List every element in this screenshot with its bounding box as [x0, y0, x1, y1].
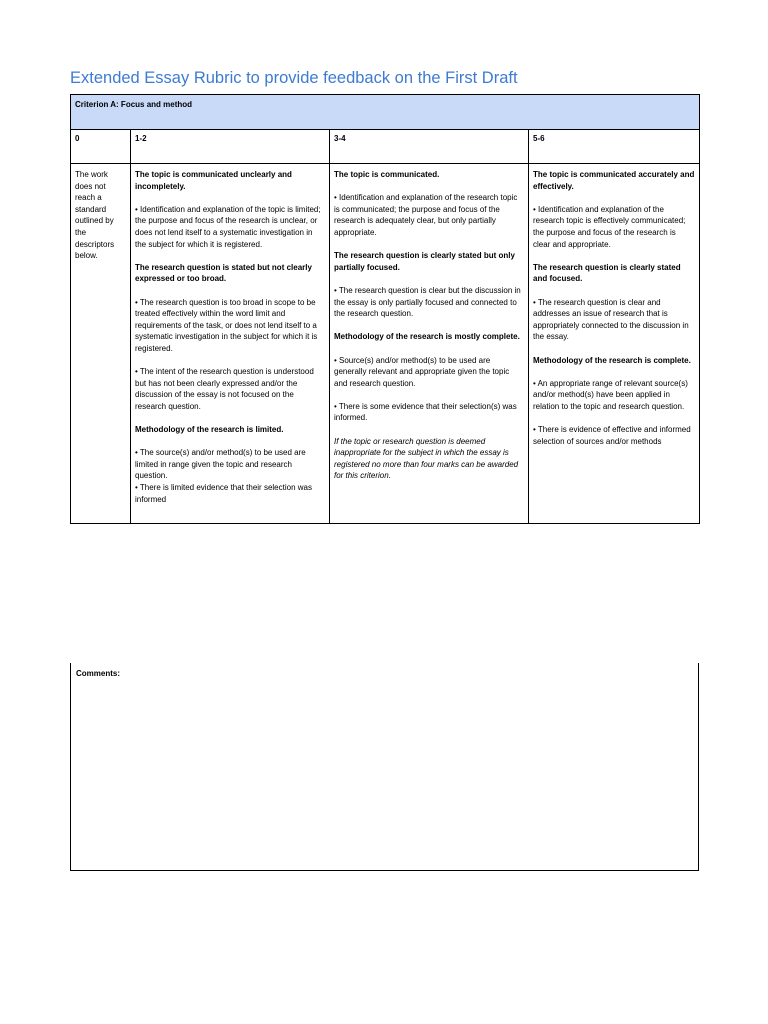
- comments-label: Comments:: [76, 669, 121, 678]
- band-heading-0: 0: [71, 130, 131, 164]
- band-5-6-method-heading: Methodology of the research is complete.: [533, 355, 691, 365]
- band-header-row: [71, 130, 700, 164]
- band-1-2-topic-heading: The topic is communicated unclearly and incompletely.: [135, 170, 292, 191]
- band-5-6-cell: [529, 164, 700, 524]
- band-0-text: The work does not reach a standard outlined by the descriptors below.: [75, 170, 115, 261]
- band-3-4-question-text: • The research question is clear but the discussion in the essay is only partially focused and connected to the research question.: [334, 285, 521, 319]
- document-title: Extended Essay Rubric to provide feedback on the First Draft: [70, 69, 518, 87]
- band-3-4-method-heading: Methodology of the research is mostly complete.: [334, 332, 520, 342]
- band-1-2-method-text-2: • There is limited evidence that their selection was informed: [135, 483, 312, 504]
- band-5-6-method-text-2: • There is evidence of effective and informed selection of sources and/or methods: [533, 425, 691, 446]
- rubric-table: [70, 94, 700, 524]
- band-heading-3-4: 3-4: [330, 130, 529, 164]
- comments-box[interactable]: [70, 663, 699, 871]
- band-1-2-method-text-1: • The source(s) and/or method(s) to be used are limited in range given the topic and research question.: [135, 448, 306, 481]
- descriptor-row: [71, 164, 700, 524]
- band-1-2-question-text-2: • The intent of the research question is understood but has not been clearly expressed and/or the discussion of the essay is not focused on the research question.: [135, 367, 314, 411]
- band-1-2-method-heading: Methodology of the research is limited.: [135, 425, 284, 435]
- band-3-4-question-heading: The research question is clearly stated but only partially focused.: [334, 251, 515, 272]
- band-1-2-question-heading: The research question is stated but not clearly expressed or too broad.: [135, 262, 312, 284]
- band-3-4-cell: [330, 164, 529, 524]
- band-1-2-cell: [131, 164, 330, 524]
- band-heading-1-2: 1-2: [131, 130, 330, 164]
- band-5-6-question-text: • The research question is clear and addresses an issue of research that is appropriately connected to the discussion in the essay.: [533, 297, 689, 342]
- band-5-6-question-heading: The research question is clearly stated and focused.: [533, 262, 681, 284]
- band-1-2-topic-text: • Identification and explanation of the topic is limited; the purpose and focus of the research is unclear, or does not lend itself to a systematic investigation in the subject for which it is registered.: [135, 204, 321, 249]
- criterion-heading: Criterion A: Focus and method: [71, 95, 700, 130]
- band-3-4-topic-text: • Identification and explanation of the research topic is communicated; the purpose and focus of the research is adequately clear, but only partially appropriate.: [334, 193, 518, 237]
- band-3-4-note: If the topic or research question is deemed inappropriate for the subject in which the essay is registered no more than four marks can be awarded for this criterion.: [334, 436, 519, 481]
- band-3-4-topic-heading: The topic is communicated.: [334, 170, 440, 179]
- band-5-6-topic-heading: The topic is communicated accurately and effectively.: [533, 170, 695, 191]
- band-5-6-method-text-1: • An appropriate range of relevant source(s) and/or method(s) have been applied in relation to the topic and research question.: [533, 378, 688, 411]
- band-3-4-method-text-2: • There is some evidence that their selection(s) was informed.: [334, 401, 517, 423]
- band-heading-5-6: 5-6: [529, 130, 700, 164]
- band-3-4-method-text-1: • Source(s) and/or method(s) to be used are generally relevant and appropriate given the topic and research question.: [334, 355, 510, 388]
- band-0-cell: [71, 164, 131, 524]
- band-5-6-topic-text: • Identification and explanation of the research topic is effectively communicated; the purpose and focus of the research is clear and appropriate.: [533, 204, 686, 249]
- band-1-2-question-text-1: • The research question is too broad in scope to be treated effectively within the word limit and requirements of the task, or does not lend itself to a systematic investigation in the subject for which it is registered.: [135, 297, 318, 353]
- criterion-row: [71, 95, 700, 130]
